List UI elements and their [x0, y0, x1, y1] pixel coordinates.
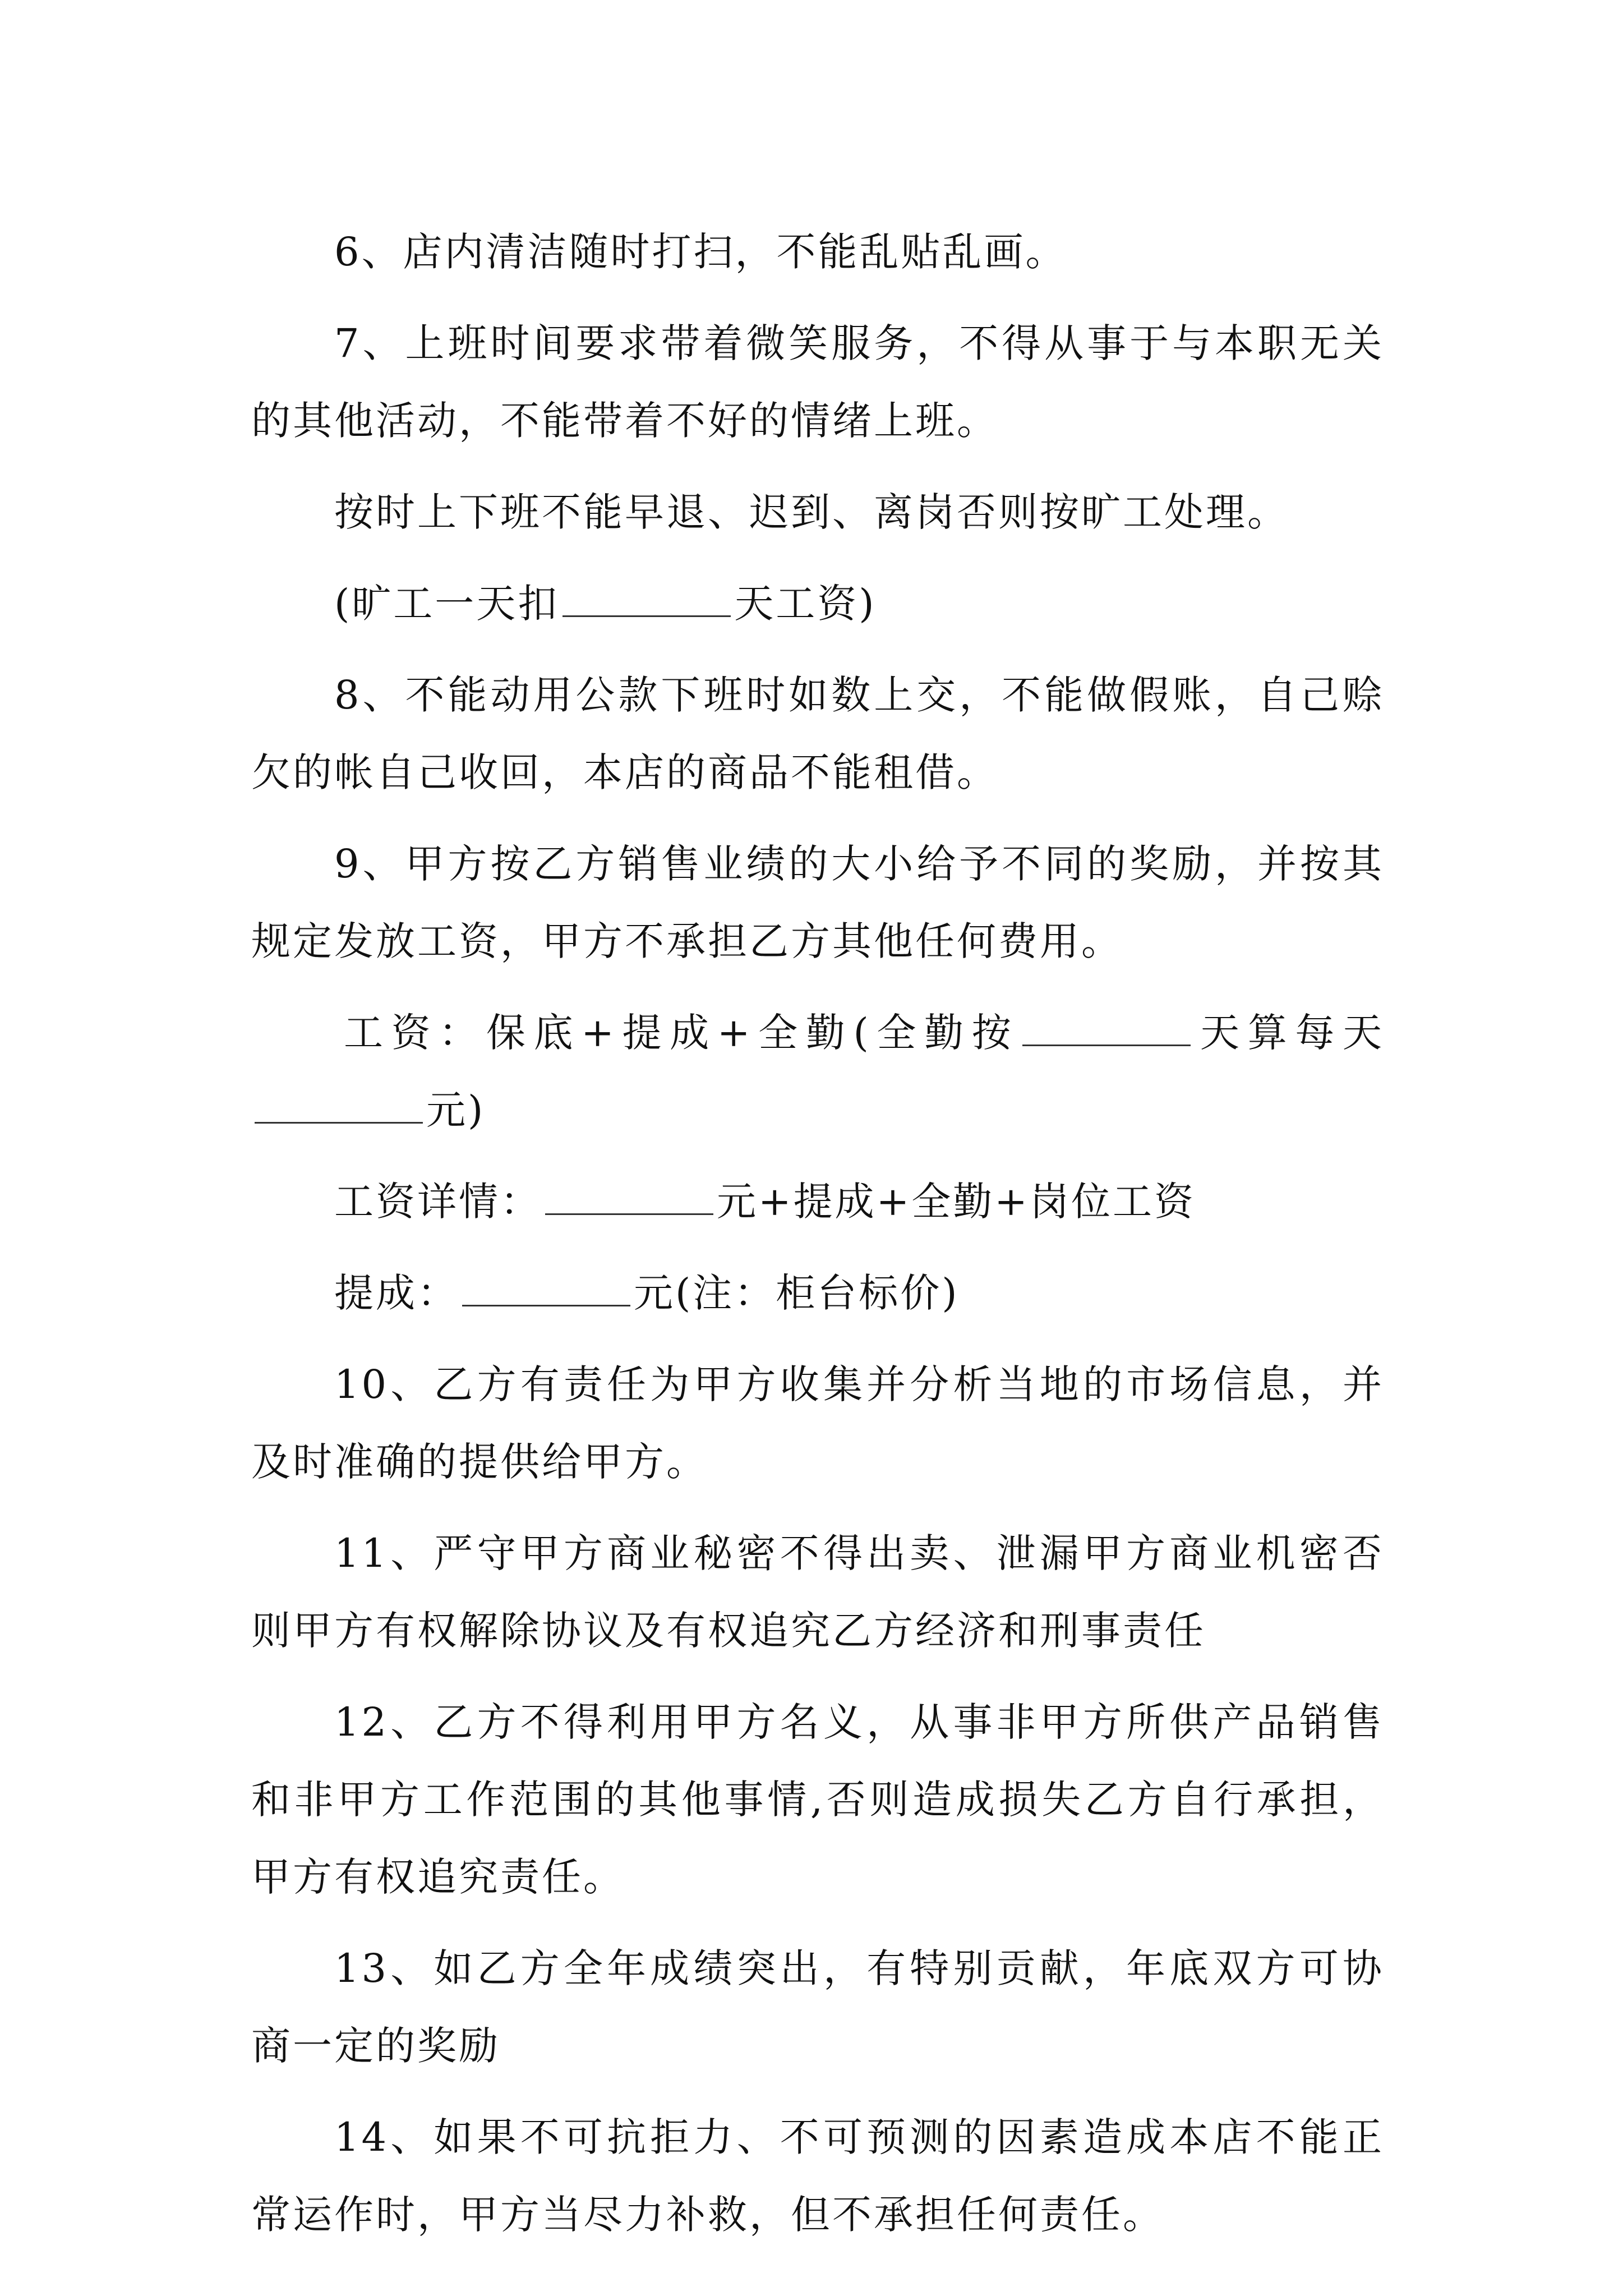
commission-suffix: 元(注：柜台标价): [634, 1270, 960, 1316]
attendance-rule-text: 按时上下班不能早退、迟到、离岗否则按旷工处理。: [334, 489, 1289, 535]
full-attendance-days-blank[interactable]: [1022, 1011, 1191, 1046]
salary-details-suffix: 元+提成+全勤+岗位工资: [717, 1179, 1196, 1225]
salary-structure: [251, 994, 1384, 1149]
clause-13: [251, 1930, 1384, 2085]
salary-details-prefix: 工资详情：: [334, 1179, 542, 1225]
base-salary-blank[interactable]: [545, 1180, 713, 1215]
clause-11: [251, 1515, 1384, 1669]
salary-structure-suffix: 元): [426, 1087, 486, 1133]
daily-amount-blank[interactable]: [255, 1088, 423, 1124]
commission: [251, 1254, 1384, 1332]
clause-8-text: 8、不能动用公款下班时如数上交，不能做假账，自己赊欠的帐自己收回，本店的商品不能租借。: [251, 672, 1384, 795]
absence-deduction-prefix: (旷工一天扣: [334, 581, 560, 627]
clause-6: [251, 213, 1384, 291]
clause-11-text: 11、严守甲方商业秘密不得出卖、泄漏甲方商业机密否则甲方有权解除协议及有权追究乙方经济和刑事责任: [251, 1530, 1384, 1654]
document-body: [251, 213, 1384, 2267]
absence-days-blank[interactable]: [562, 582, 731, 617]
clause-7: [251, 305, 1384, 459]
clause-10: [251, 1346, 1384, 1501]
clause-14: [251, 2099, 1384, 2253]
clause-6-text: 6、店内清洁随时打扫，不能乱贴乱画。: [334, 229, 1067, 275]
attendance-rule: [251, 473, 1384, 551]
clause-9: [251, 825, 1384, 980]
clause-12-text: 12、乙方不得利用甲方名义，从事非甲方所供产品销售和非甲方工作范围的其他事情,否则造成损失乙方自行承担，甲方有权追究责任。: [251, 1699, 1384, 1900]
commission-amount-blank[interactable]: [462, 1271, 630, 1306]
clause-8: [251, 656, 1384, 811]
clause-13-text: 13、如乙方全年成绩突出，有特别贡献，年底双方可协商一定的奖励: [251, 1945, 1384, 2069]
clause-14-text: 14、如果不可抗拒力、不可预测的因素造成本店不能正常运作时，甲方当尽力补救，但不承担任何责任。: [251, 2114, 1384, 2238]
clause-7-text: 7、上班时间要求带着微笑服务，不得从事于与本职无关的其他活动，不能带着不好的情绪上班。: [251, 320, 1384, 444]
absence-deduction: [251, 565, 1384, 642]
salary-details: [251, 1163, 1384, 1240]
salary-structure-middle: 天算每天: [1194, 1010, 1384, 1056]
clause-10-text: 10、乙方有责任为甲方收集并分析当地的市场信息，并及时准确的提供给甲方。: [251, 1361, 1384, 1485]
absence-deduction-suffix: 天工资): [734, 581, 877, 627]
salary-structure-prefix: 工资：保底+提成+全勤(全勤按: [344, 1010, 1020, 1056]
clause-9-text: 9、甲方按乙方销售业绩的大小给予不同的奖励，并按其规定发放工资，甲方不承担乙方其他任何费用。: [251, 841, 1384, 964]
clause-12: [251, 1683, 1384, 1916]
commission-prefix: 提成：: [334, 1270, 459, 1316]
